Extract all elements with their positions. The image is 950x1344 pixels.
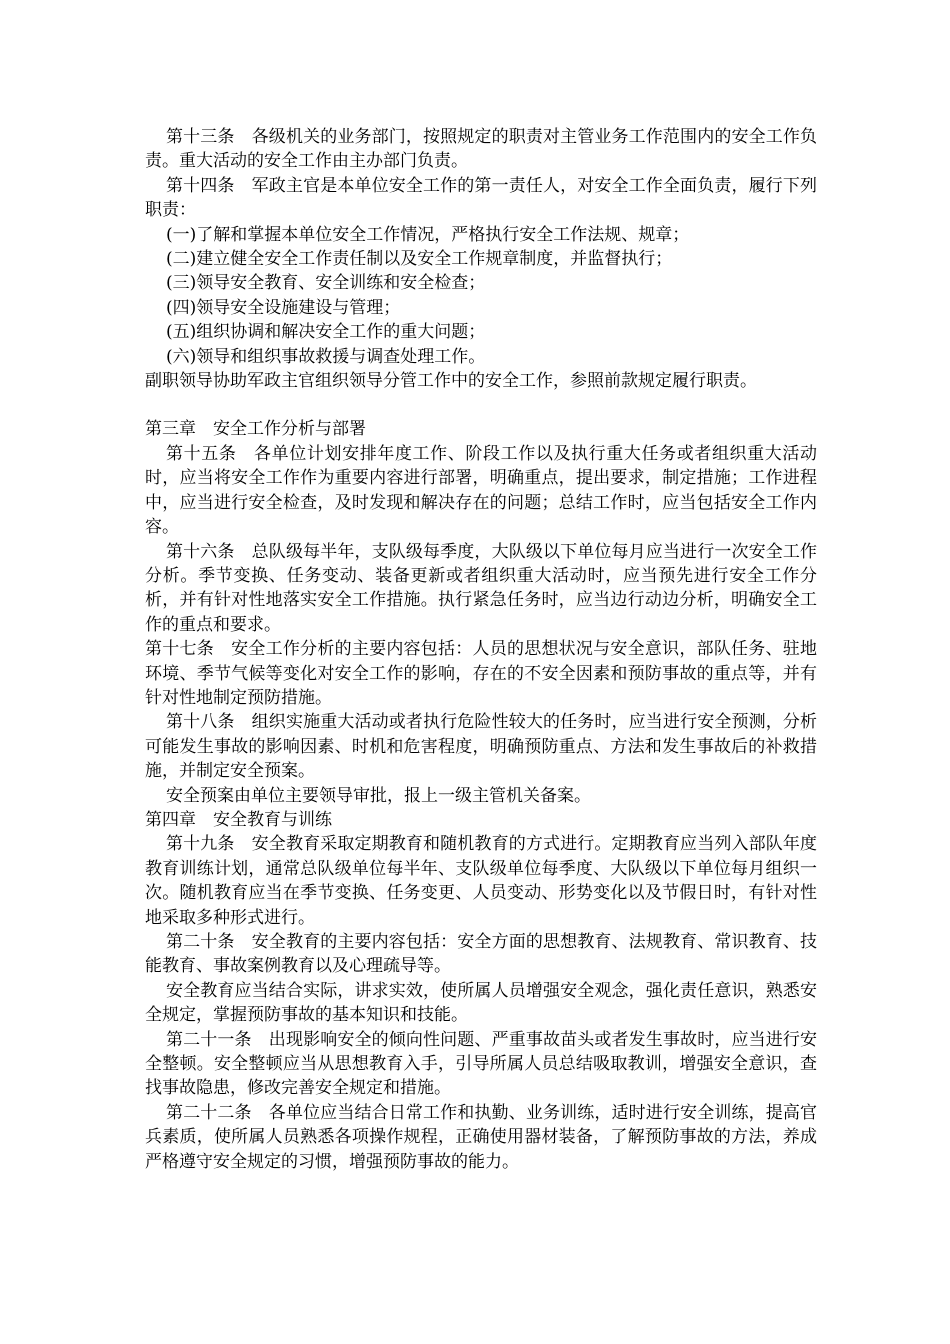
article-14: 第十四条 军政主官是本单位安全工作的第一责任人，对安全工作全面负责，履行下列职责： bbox=[145, 175, 817, 221]
article-16: 第十六条 总队级每半年，支队级每季度，大队级以下单位每月应当进行一次安全工作分析。季节变换、任务变动、装备更新或者组织重大活动时，应当预先进行安全工作分析，并有针对性地落实安全工作措施。执行紧急任务时，应当边行动边分析，明确安全工作的重点和要求。 bbox=[145, 541, 817, 635]
article-13: 第十三条 各级机关的业务部门，按照规定的职责对主管业务工作范围内的安全工作负责。重大活动的安全工作由主办部门负责。 bbox=[145, 127, 817, 172]
document-body bbox=[145, 125, 817, 1174]
article-18-note: 安全预案由单位主要领导审批，报上一级主管机关备案。 bbox=[166, 785, 591, 806]
article-21: 第二十一条 出现影响安全的倾向性问题、严重事故苗头或者发生事故时，应当进行安全整顿。安全整顿应当从思想教育入手，引导所属人员总结吸取教训，增强安全意识，查找事故隐患，修改完善安全规定和措施。 bbox=[145, 1029, 817, 1099]
duty-item-2: (二)建立健全安全工作责任制以及安全工作规章制度，并监督执行； bbox=[166, 249, 673, 270]
article-17: 第十七条 安全工作分析的主要内容包括：人员的思想状况与安全意识，部队任务、驻地环境、季节气候等变化对安全工作的影响，存在的不安全因素和预防事故的重点等，并有针对性地制定预防措施。 bbox=[145, 639, 817, 708]
article-15: 第十五条 各单位计划安排年度工作、阶段工作以及执行重大任务或者组织重大活动时，应当将安全工作作为重要内容进行部署，明确重点，提出要求，制定措施；工作进程中，应当进行安全检查，及时发现和解决存在的问题；总结工作时，应当包括安全工作内容。 bbox=[145, 443, 817, 538]
duty-item-3: (三)领导安全教育、安全训练和安全检查； bbox=[166, 273, 486, 294]
blank-line bbox=[145, 393, 817, 417]
duty-item-4: (四)领导安全设施建设与管理； bbox=[166, 297, 401, 318]
article-20-note: 安全教育应当结合实际，讲求实效，使所属人员增强安全观念，强化责任意识，熟悉安全规定，掌握预防事故的基本知识和技能。 bbox=[145, 980, 817, 1026]
article-19: 第十九条 安全教育采取定期教育和随机教育的方式进行。定期教育应当列入部队年度教育训练计划，通常总队级单位每半年、支队级单位每季度、大队级以下单位每月组织一次。随机教育应当在季节变换、任务变更、人员变动、形势变化以及节假日时，有针对性地采取多种形式进行。 bbox=[145, 834, 817, 928]
chapter-3-heading: 第三章 安全工作分析与部署 bbox=[145, 419, 366, 440]
duty-item-5: (五)组织协调和解决安全工作的重大问题； bbox=[166, 322, 486, 343]
duty-item-1: (一)了解和掌握本单位安全工作情况，严格执行安全工作法规、规章； bbox=[166, 224, 690, 245]
article-22: 第二十二条 各单位应当结合日常工作和执勤、业务训练，适时进行安全训练，提高官兵素质，使所属人员熟悉各项操作规程，正确使用器材装备，了解预防事故的方法，养成严格遵守安全规定的习惯，增强预防事故的能力。 bbox=[145, 1102, 817, 1172]
article-20: 第二十条 安全教育的主要内容包括：安全方面的思想教育、法规教育、常识教育、技能教育、事故案例教育以及心理疏导等。 bbox=[145, 932, 817, 977]
duty-item-6: (六)领导和组织事故救援与调查处理工作。 bbox=[166, 346, 486, 367]
deputy-paragraph: 副职领导协助军政主官组织领导分管工作中的安全工作，参照前款规定履行职责。 bbox=[145, 371, 757, 392]
chapter-4-heading: 第四章 安全教育与训练 bbox=[145, 809, 332, 830]
article-18: 第十八条 组织实施重大活动或者执行危险性较大的任务时，应当进行安全预测，分析可能发生事故的影响因素、时机和危害程度，明确预防重点、方法和发生事故后的补救措施，并制定安全预案。 bbox=[145, 712, 817, 782]
